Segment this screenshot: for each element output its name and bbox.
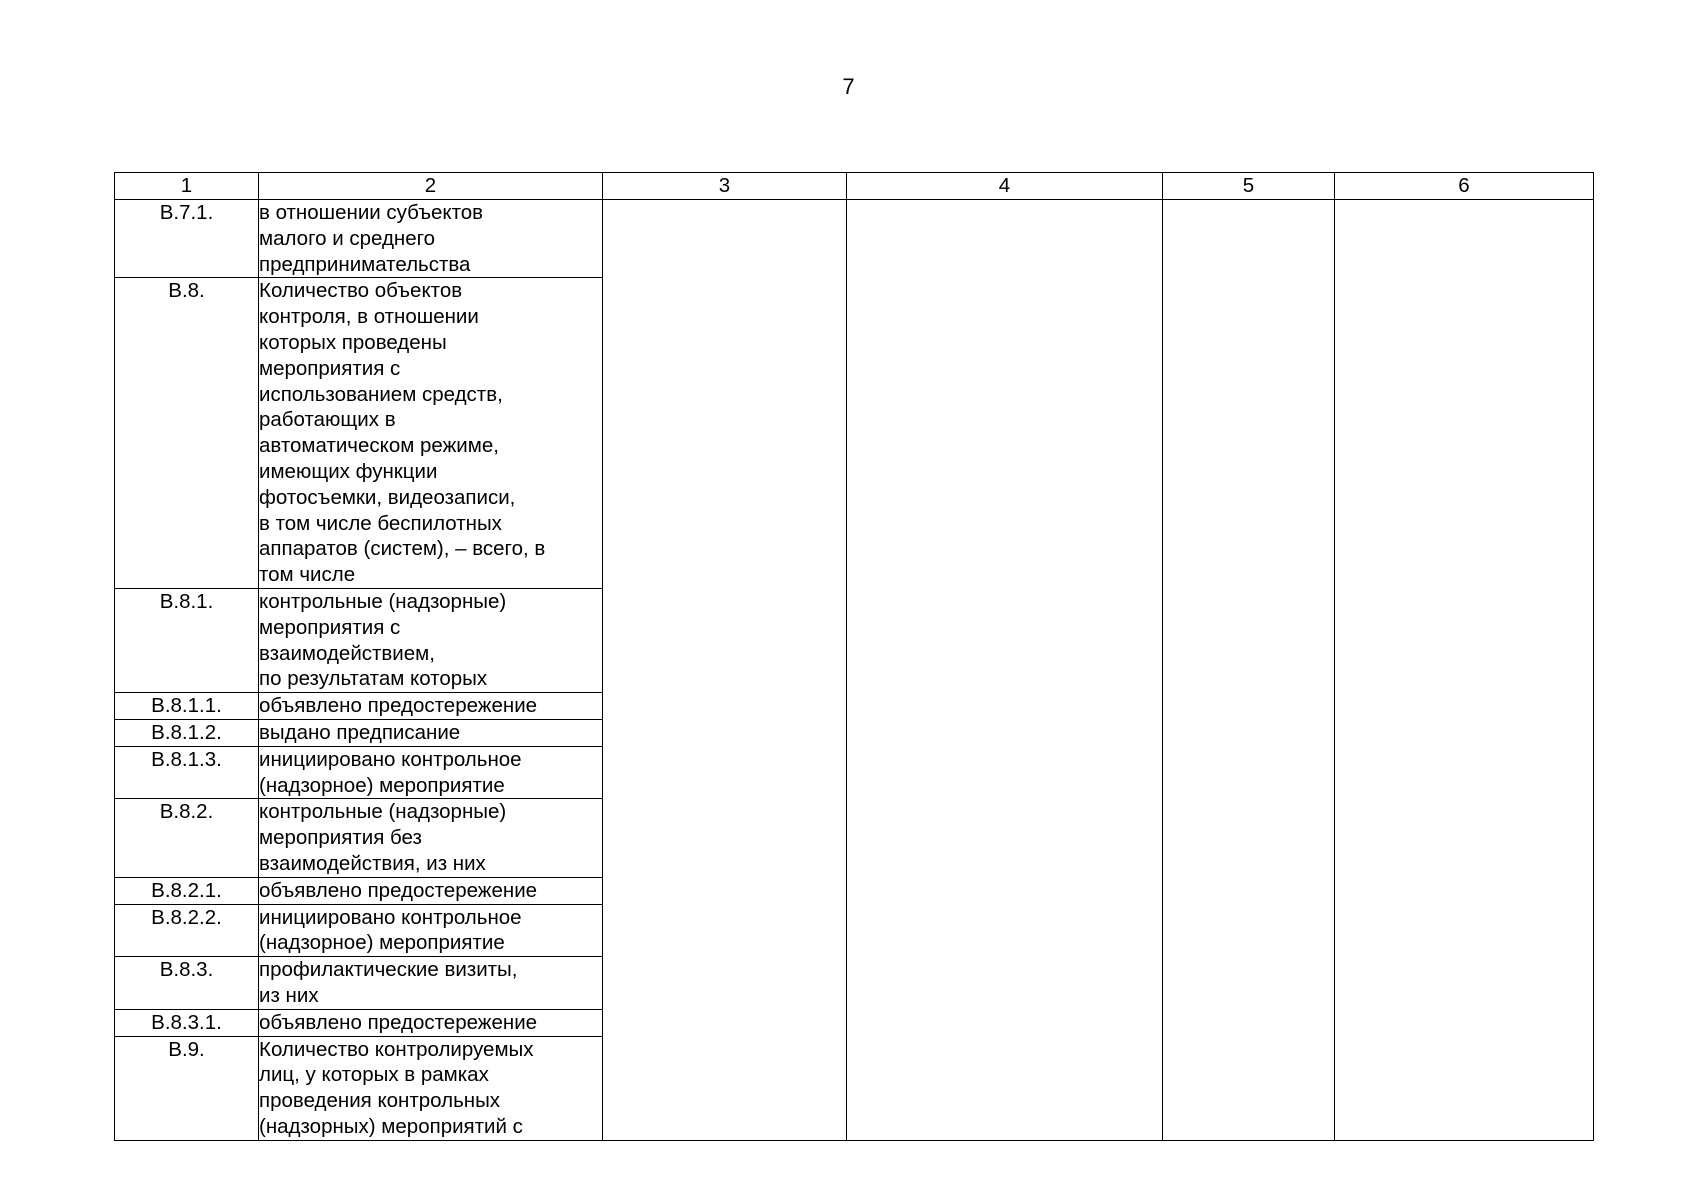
row-code: В.8.1.3. (115, 746, 259, 799)
column-header: 1 (115, 173, 259, 200)
row-label-line: лиц, у которых в рамках (259, 1063, 489, 1087)
row-label (259, 719, 603, 746)
row-label-line: которых проведены (259, 330, 447, 354)
row-label-line: объявлено предостережение (259, 1010, 538, 1034)
row-label-line: мероприятия с (259, 615, 401, 639)
row-code: В.8. (115, 278, 259, 589)
row-label-line: контрольные (надзорные) (259, 589, 507, 613)
column-header: 3 (603, 173, 847, 200)
table-row (115, 200, 1594, 278)
row-label (259, 746, 603, 799)
row-label-line: использованием средств, (259, 382, 503, 406)
column-number-row (115, 173, 1594, 200)
row-label-line: проведения контрольных (259, 1089, 501, 1113)
row-code: В.8.1. (115, 588, 259, 692)
row-label-line: автоматическом режиме, (259, 434, 499, 458)
blank-column-3 (603, 200, 847, 1141)
row-label (259, 588, 603, 692)
blank-column-5 (1163, 200, 1335, 1141)
row-label-line: том числе (259, 563, 356, 587)
row-label-line: предпринимательства (259, 252, 471, 276)
row-label-line: Количество объектов (259, 279, 463, 303)
row-code: В.8.3.1. (115, 1009, 259, 1036)
column-header: 6 (1335, 173, 1594, 200)
column-header: 2 (259, 173, 603, 200)
row-label-line: из них (259, 983, 319, 1007)
row-label (259, 278, 603, 589)
row-label-line: объявлено предостережение (259, 878, 538, 902)
row-label-line: мероприятия с (259, 356, 401, 380)
row-label-line: инициировано контрольное (259, 905, 522, 929)
row-label-line: взаимодействием, (259, 641, 435, 665)
row-label-line: в том числе беспилотных (259, 511, 502, 535)
row-code: В.8.1.1. (115, 693, 259, 720)
row-label-line: контроля, в отношении (259, 305, 479, 329)
row-label (259, 799, 603, 877)
page-number: 7 (842, 74, 855, 99)
report-table (114, 172, 1594, 1141)
blank-column-6 (1335, 200, 1594, 1141)
row-label-line: контрольные (надзорные) (259, 800, 507, 824)
row-code: В.9. (115, 1036, 259, 1140)
row-label (259, 957, 603, 1010)
row-label (259, 904, 603, 957)
row-label-line: инициировано контрольное (259, 747, 522, 771)
blank-column-4 (847, 200, 1163, 1141)
row-label (259, 877, 603, 904)
column-header: 5 (1163, 173, 1335, 200)
row-label-line: работающих в (259, 408, 396, 432)
row-label-line: фотосъемки, видеозаписи, (259, 485, 516, 509)
row-label-line: имеющих функции (259, 459, 438, 483)
row-label-line: объявлено предостережение (259, 694, 538, 718)
row-code: В.8.3. (115, 957, 259, 1010)
row-label-line: выдано предписание (259, 720, 461, 744)
row-label-line: малого и среднего (259, 226, 436, 250)
row-code: В.7.1. (115, 200, 259, 278)
row-label-line: (надзорное) мероприятие (259, 773, 505, 797)
row-label-line: (надзорное) мероприятие (259, 931, 505, 955)
row-label-line: в отношении субъектов (259, 201, 484, 224)
row-label-line: взаимодействия, из них (259, 851, 486, 875)
row-label-line: (надзорных) мероприятий с (259, 1114, 523, 1138)
row-label-line: Количество контролируемых (259, 1037, 534, 1061)
row-label (259, 693, 603, 720)
row-label-line: мероприятия без (259, 826, 422, 850)
row-label (259, 1036, 603, 1140)
row-code: В.8.2.2. (115, 904, 259, 957)
row-label (259, 200, 603, 278)
table-body (115, 200, 1594, 1141)
row-label-line: аппаратов (систем), – всего, в (259, 537, 546, 561)
column-header: 4 (847, 173, 1163, 200)
row-label (259, 1009, 603, 1036)
row-code: В.8.1.2. (115, 719, 259, 746)
row-code: В.8.2.1. (115, 877, 259, 904)
row-label-line: по результатам которых (259, 667, 488, 691)
row-label-line: профилактические визиты, (259, 958, 518, 982)
row-code: В.8.2. (115, 799, 259, 877)
